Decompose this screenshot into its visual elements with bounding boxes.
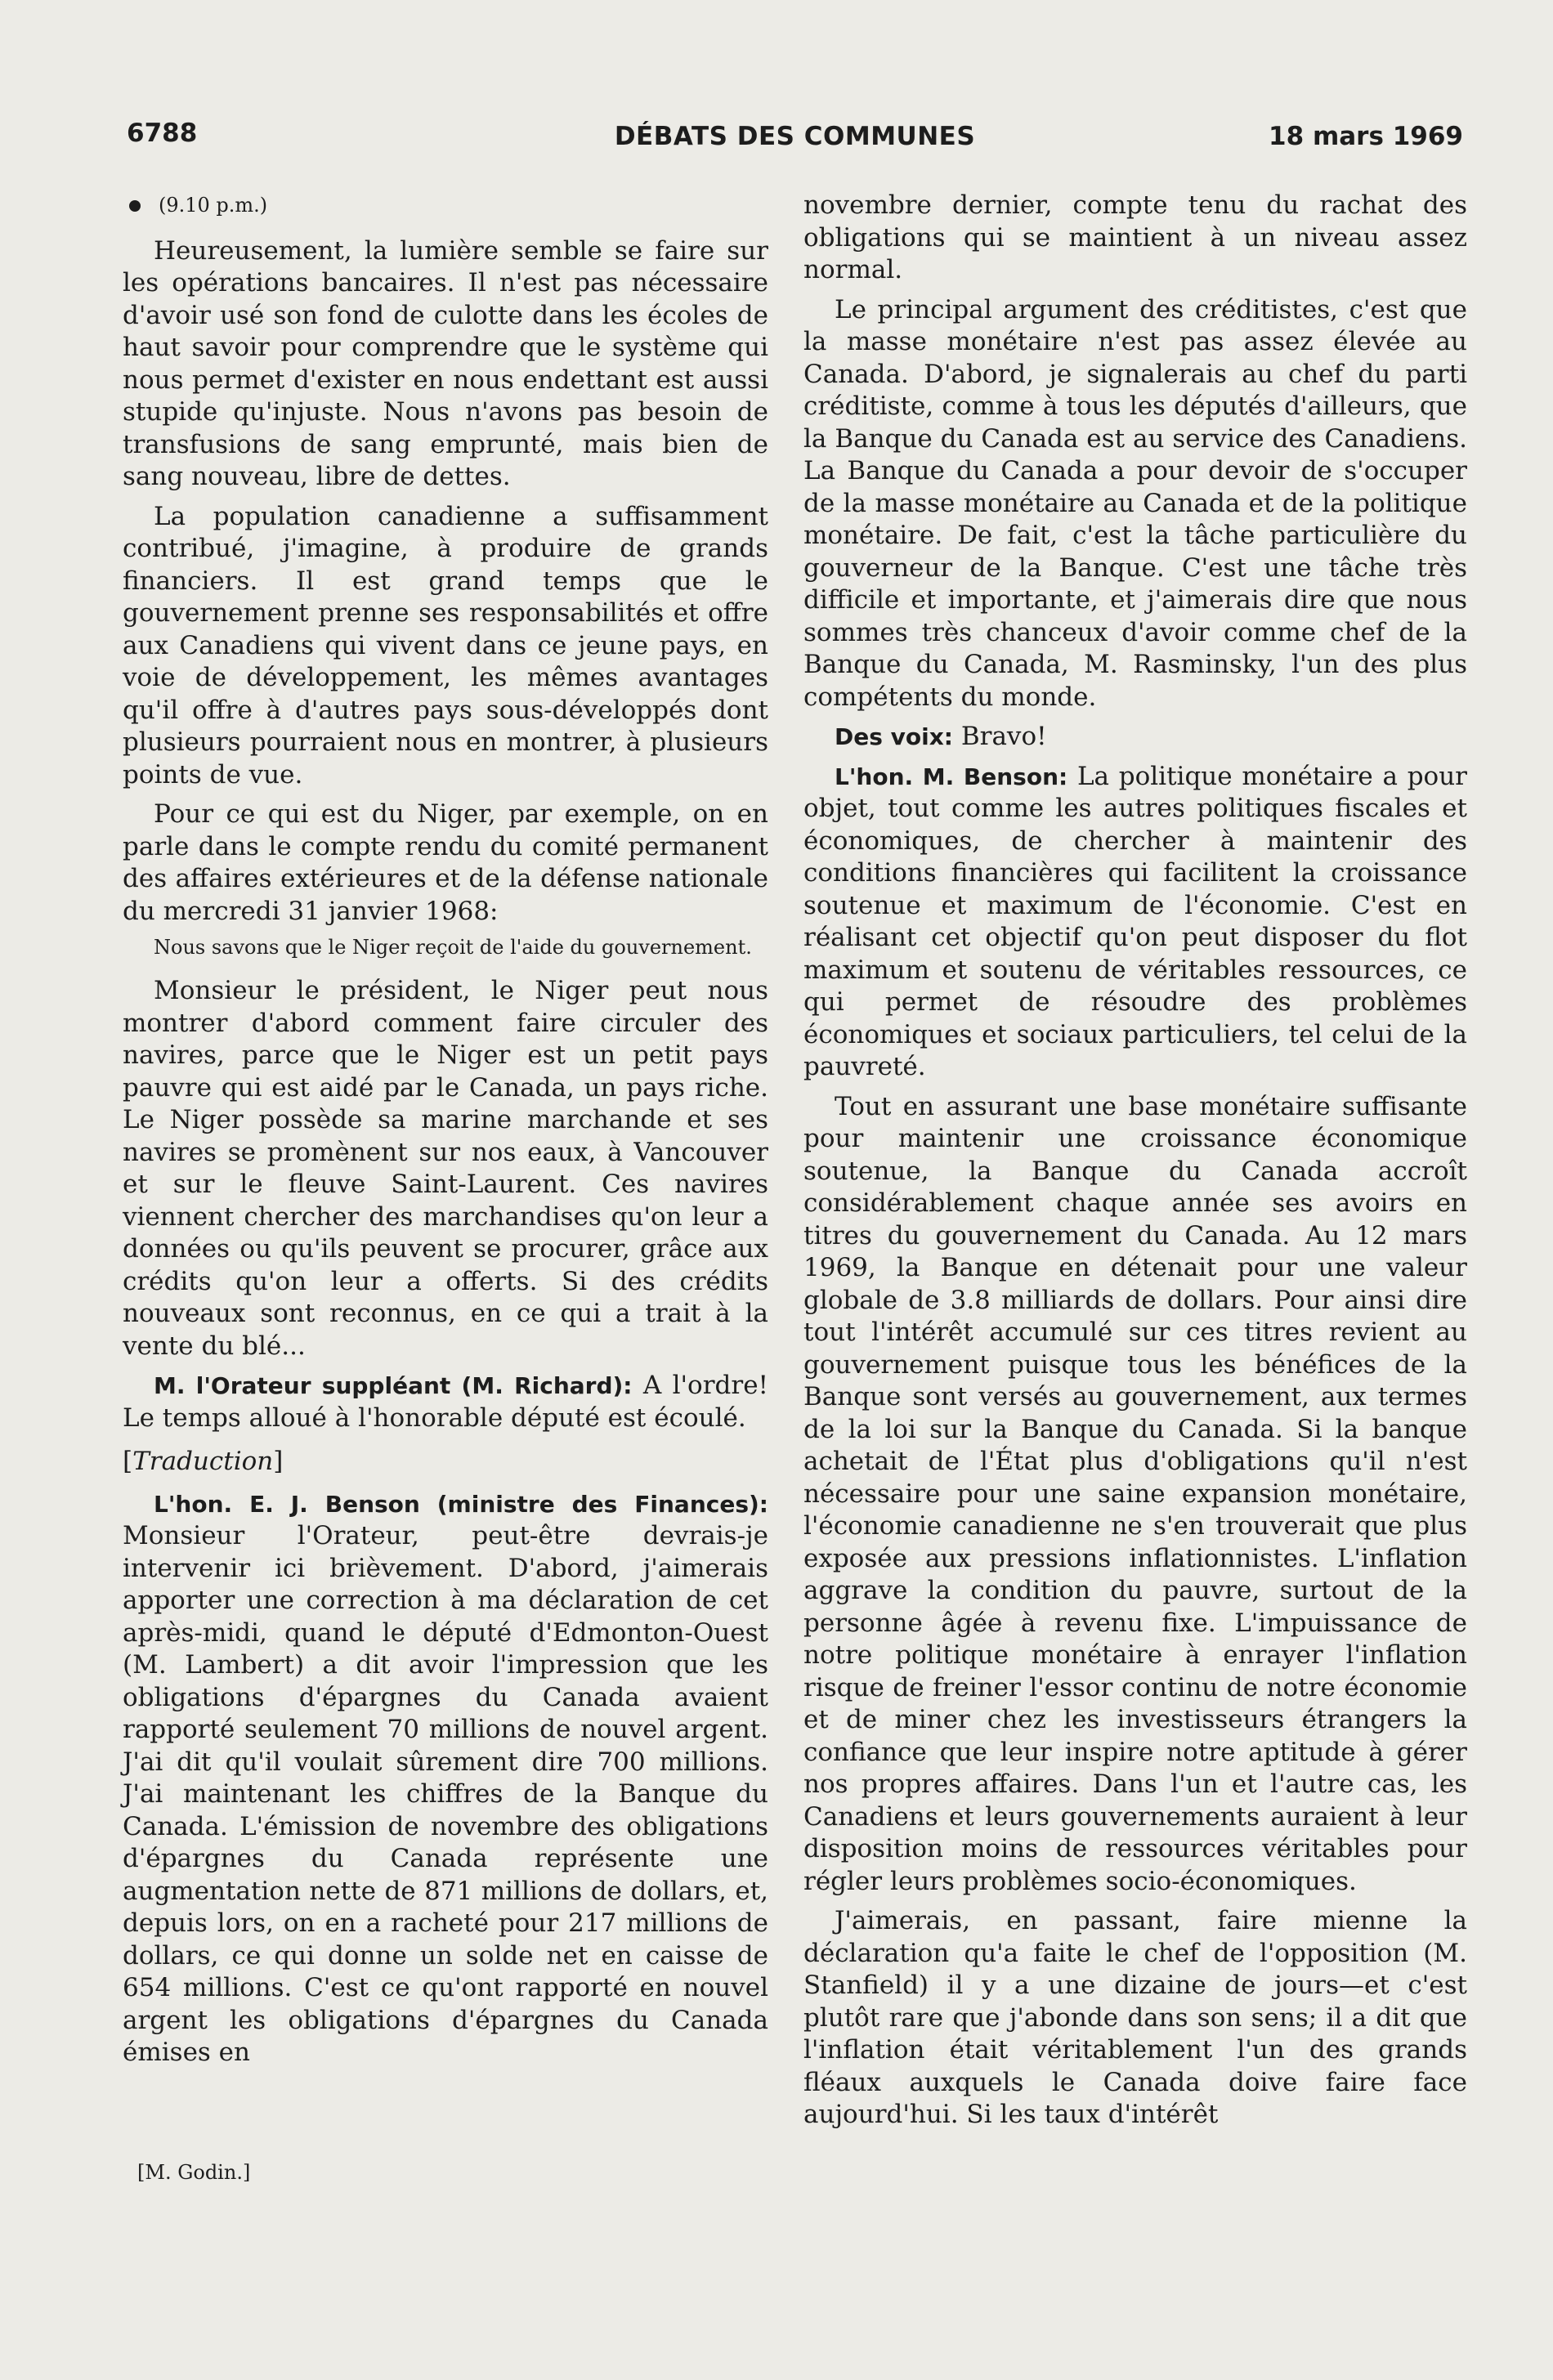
paragraph: La population canadienne a suffisamment contribué, j'imagine, à produire de grands financiers. Il est grand temps que le gouvernement prenne ses responsabilités et offre aux Canadiens qui vivent dans ce jeune pays, en voie de développement, les mêmes avantages qu'il offre à d'autres pays sous-développés dont plusieurs pourraient nous en montrer, à plusieurs points de vue. <box>123 501 768 790</box>
paragraph: Monsieur le président, le Niger peut nous montrer d'abord comment faire circuler des navires, parce que le Niger est un petit pays pauvre qui est aidé par le Canada, un pays riche. Le Niger possède sa marine marchande et ses navires se promènent sur nos eaux, à Vancouver et sur le fleuve Saint-Laurent. Ces navires viennent chercher des marchandises qu'on leur a données ou qu'ils peuvent se procurer, grâce aux crédits qu'on leur a offerts. Si des crédits nouveaux sont reconnus, en ce qui a trait à la vente du blé... <box>123 976 768 1361</box>
speech-text: La politique monétaire a pour objet, tout comme les autres politiques fiscales et économiques, de chercher à maintenir des conditions financières qui facilitent la croissance soutenue et maximum de l'économie. C'est en réalisant cet objectif qu'on peut disposer du flot maximum et soutenu de véritables ressources, ce qui permet de résoudre des problèmes économiques et sociaux particuliers, tel celui de la pauvreté. <box>803 761 1467 1081</box>
translation-marker: [Traduction] <box>123 1447 284 1476</box>
paragraph: Tout en assurant une base monétaire suffisante pour maintenir une croissance économique soutenue, la Banque du Canada accroît considérablement chaque année ses avoirs en titres du gouvernement du Canada. Au 12 mars 1969, la Banque en détenait pour une valeur globale de 3.8 milliards de dollars. Pour ainsi dire tout l'intérêt accumulé sur ces titres revient au gouvernement puisque tous les bénéfices de la Banque sont versés au gouvernement, aux termes de la loi sur la Banque du Canada. Si la banque achetait de l'État plus d'obligations qu'il n'est nécessaire pour une saine expansion monétaire, l'économie canadienne ne s'en trouverait que plus exposée aux pressions inflationnistes. L'inflation aggrave la condition du pauvre, surtout de la personne âgée à revenu fixe. L'impuissance de notre politique monétaire à enrayer l'inflation risque de freiner l'essor continu de notre économie et de miner chez les investisseurs étrangers la confiance que leur inspire notre aptitude à gérer nos propres affaires. Dans l'un et l'autre cas, les Canadiens et leurs gouvernements auraient à leur disposition moins de ressources véritables pour régler leurs problèmes socio-économiques. <box>803 1091 1467 1896</box>
speech-paragraph <box>803 721 1467 754</box>
speech-paragraph <box>123 1370 768 1434</box>
speech-text: Bravo! <box>953 722 1047 751</box>
left-column <box>123 190 768 2077</box>
journal-title: DÉBATS DES COMMUNES <box>614 122 976 151</box>
paragraph: J'aimerais, en passant, faire mienne la déclaration qu'a faite le chef de l'opposition (M. Stanfield) il y a une dizaine de jours—et c'est plutôt rare que j'abonde dans son sens; il a dit que l'inflation était véritablement l'un des grands fléaux auxquels le Canada doive faire face aujourd'hui. Si les taux d'intérêt <box>803 1906 1467 2129</box>
speaker-name: L'hon. E. J. Benson (ministre des Finances): <box>154 1490 768 1518</box>
page-header <box>127 119 1463 159</box>
bullet-icon <box>129 200 141 212</box>
paragraph: Le principal argument des créditistes, c'est que la masse monétaire n'est pas assez élevée au Canada. D'abord, je signalerais au chef du parti créditiste, comme à tous les députés d'ailleurs, que la Banque du Canada est au service des Canadiens. La Banque du Canada a pour devoir de s'occuper de la masse monétaire au Canada et de la politique monétaire. De fait, c'est la tâche particulière du gouverneur de la Banque. C'est une tâche très difficile et importante, et j'aimerais dire que nous sommes très chanceux d'avoir comme chef de la Banque du Canada, M. Rasminsky, l'un des plus compétents du monde. <box>803 294 1467 712</box>
speech-text: Monsieur l'Orateur, peut-être devrais-je intervenir ici brièvement. D'abord, j'aimerais apporter une correction à ma déclaration de cet après-midi, quand le député d'Edmonton-Ouest (M. Lambert) a dit avoir l'impression que les obligations d'épargnes du Canada avaient rapporté seulement 70 millions de nouvel argent. J'ai dit qu'il voulait sûrement dire 700 millions. J'ai maintenant les chiffres de la Banque du Canada. L'émission de novembre des obligations d'épargnes du Canada représente une augmentation nette de 871 millions de dollars, et, depuis lors, on en a racheté pour 217 millions de dollars, ce qui donne un solde net en caisse de 654 millions. C'est ce qu'ont rapporté en nouvel argent les obligations d'épargnes du Canada émises en <box>123 1521 768 2067</box>
time-stamp <box>123 190 768 222</box>
paragraph: novembre dernier, compte tenu du rachat des obligations qui se maintient à un niveau assez normal. <box>803 190 1467 284</box>
time-stamp-text: (9.10 p.m.) <box>159 194 268 217</box>
page-date: 18 mars 1969 <box>1269 122 1463 151</box>
speaker-name: Des voix: <box>835 723 953 750</box>
translation-label: Traduction <box>132 1447 274 1476</box>
block-quote: Nous savons que le Niger reçoit de l'aide du gouvernement. <box>154 936 752 959</box>
page-number: 6788 <box>127 119 198 148</box>
speaker-name: M. l'Orateur suppléant (M. Richard): <box>154 1372 633 1399</box>
paragraph: Pour ce qui est du Niger, par exemple, on en parle dans le compte rendu du comité permanent des affaires extérieures et de la défense nationale du mercredi 31 janvier 1968: <box>123 799 768 926</box>
speech-text: A l'ordre! Le temps alloué à l'honorable député est écoulé. <box>123 1371 769 1433</box>
right-column <box>803 190 1467 2139</box>
speaker-name: L'hon. M. Benson: <box>835 763 1068 790</box>
footnote: [M. Godin.] <box>137 2161 251 2184</box>
paragraph: Heureusement, la lumière semble se faire sur les opérations bancaires. Il n'est pas nécessaire d'avoir usé son fond de culotte dans les écoles de haut savoir pour comprendre que le système qui nous permet d'exister en nous endettant est aussi stupide qu'injuste. Nous n'avons pas besoin de transfusions de sang emprunté, mais bien de sang nouveau, libre de dettes. <box>123 235 768 491</box>
speech-paragraph <box>803 761 1467 1084</box>
speech-paragraph <box>123 1488 768 2069</box>
